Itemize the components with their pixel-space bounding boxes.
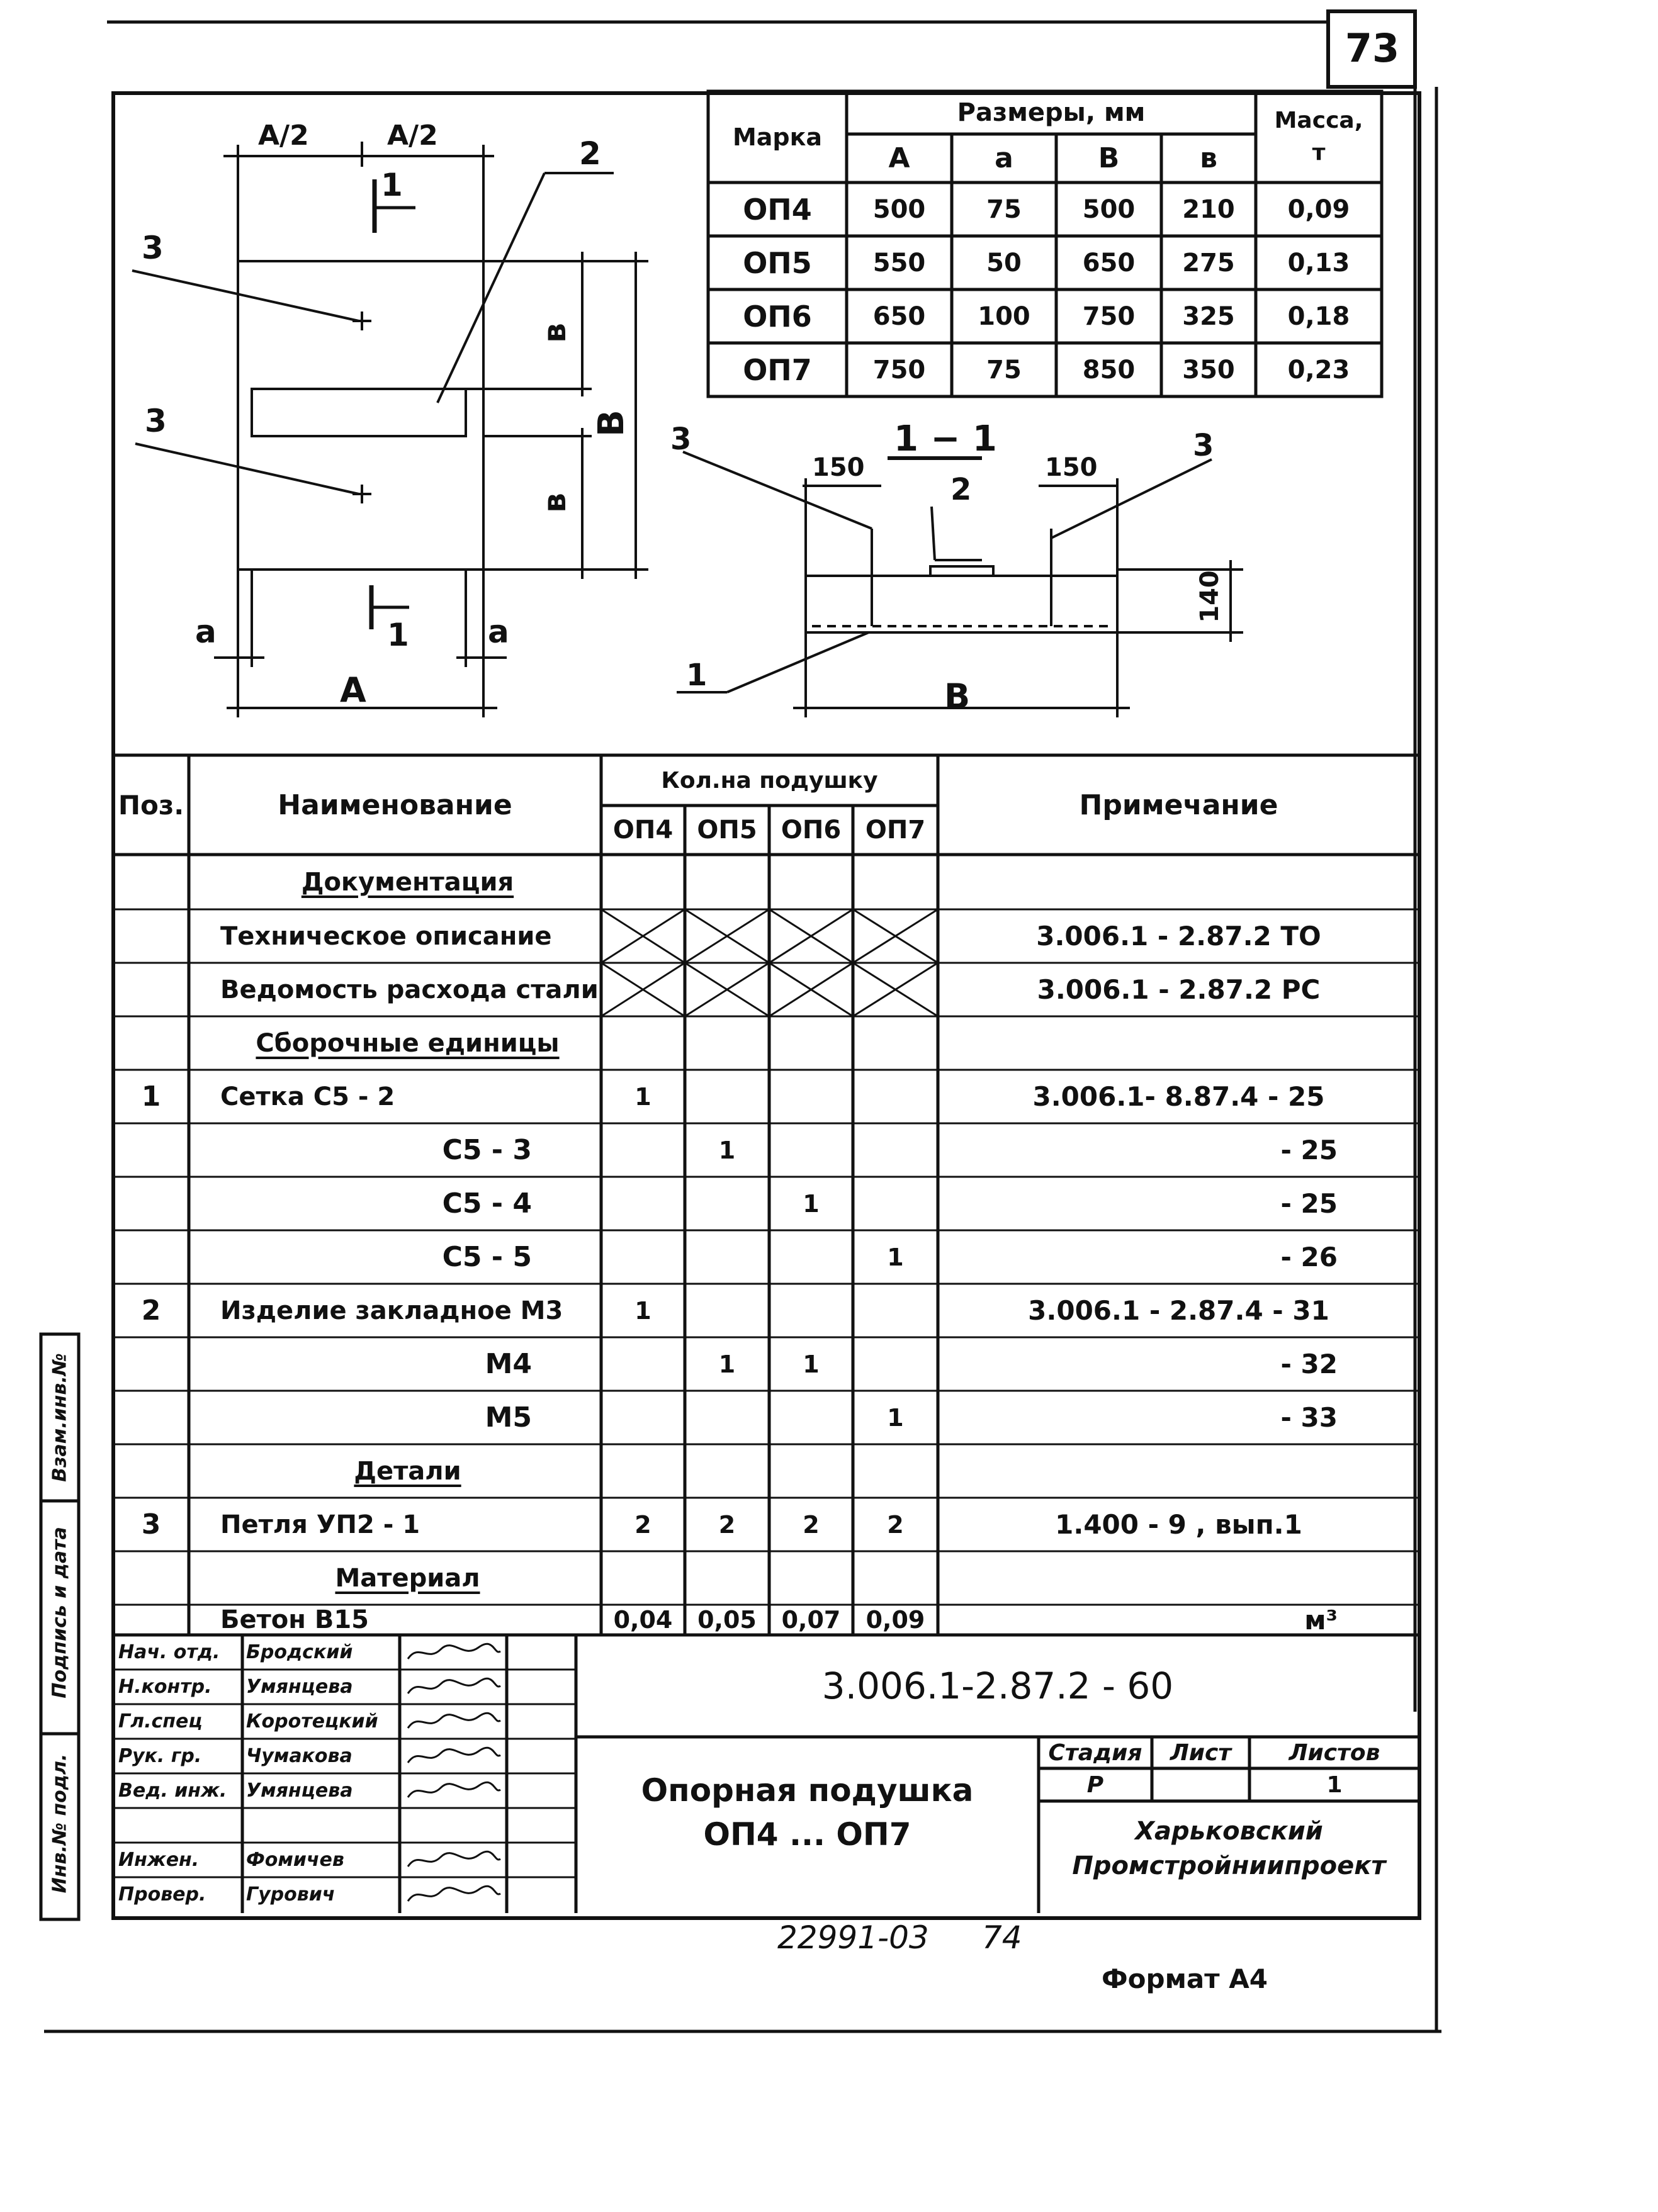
plan-label-pos-2: 2 — [579, 135, 601, 172]
spec-name: Детали — [354, 1456, 461, 1486]
spec-note: 1.400 - 9 , вып.1 — [1055, 1509, 1302, 1540]
spec-note: 3.006.1- 8.87.4 - 25 — [1032, 1081, 1325, 1112]
spec-note — [938, 1016, 1419, 1070]
spec-name: Материал — [335, 1563, 480, 1593]
spec-note — [938, 1551, 1419, 1605]
dim-cell-b: 325 — [1182, 301, 1235, 331]
spec-qty — [769, 1551, 853, 1605]
signature-name: Умянцева — [246, 1676, 353, 1698]
spec-qty — [853, 963, 938, 1016]
dim-sub-a: a — [995, 142, 1013, 174]
plan-label-pos-3a: 3 — [142, 230, 164, 266]
signature-role: Гл.спец — [118, 1710, 203, 1732]
spec-qty — [685, 1551, 769, 1605]
handwritten-signature — [403, 1675, 504, 1699]
handwritten-signature — [403, 1778, 504, 1803]
spec-pos — [113, 1230, 189, 1284]
spec-header-pos: Поз. — [118, 789, 184, 821]
section-label-B: B — [944, 677, 971, 716]
signature-name: Умянцева — [246, 1780, 353, 1802]
spec-note: м³ — [1304, 1604, 1338, 1636]
spec-name: Петля УП2 - 1 — [220, 1510, 420, 1539]
dim-cell-a: 75 — [986, 355, 1022, 385]
spec-qty — [601, 963, 685, 1016]
spec-qty — [769, 909, 853, 963]
spec-qty — [601, 1016, 685, 1070]
dim-header-mass: Масса, т — [1274, 108, 1363, 166]
stage-label: Стадия — [1048, 1739, 1142, 1766]
org-line1: Харьковский — [1135, 1817, 1323, 1846]
spec-note: - 33 — [1280, 1402, 1338, 1433]
spec-qty — [853, 1177, 938, 1230]
spec-qty — [769, 1123, 853, 1177]
dim-cell-mark: ОП4 — [743, 192, 812, 227]
spec-qty — [601, 1177, 685, 1230]
dim-sub-B: B — [1098, 142, 1120, 174]
handwritten-signature — [403, 1744, 504, 1768]
spec-pos — [113, 909, 189, 963]
spec-qty: 1 — [887, 1243, 904, 1271]
side-stamp-inv: Инв.№ подл. — [48, 1753, 71, 1894]
spec-qty — [601, 1551, 685, 1605]
spec-qty — [601, 855, 685, 909]
spec-qty — [769, 855, 853, 909]
spec-qty — [853, 1551, 938, 1605]
spec-note — [938, 1444, 1419, 1498]
spec-qty — [853, 1284, 938, 1337]
spec-qty — [853, 1337, 938, 1391]
org-line2: Промстройниипроект — [1072, 1851, 1386, 1880]
spec-pos: 3 — [141, 1508, 161, 1541]
spec-pos — [113, 1444, 189, 1498]
spec-qty: 0,07 — [781, 1606, 841, 1634]
format-label: Формат А4 — [1102, 1963, 1268, 1994]
signature-role: Н.контр. — [118, 1676, 212, 1698]
spec-qty: 0,04 — [613, 1606, 673, 1634]
dim-cell-mark: ОП7 — [743, 352, 812, 387]
plan-label-A: A — [340, 670, 366, 710]
spec-pos — [113, 855, 189, 909]
section-title: 1 − 1 — [894, 418, 997, 459]
dim-cell-mark: ОП5 — [743, 245, 812, 280]
signature-name — [242, 1808, 400, 1843]
spec-qty — [685, 909, 769, 963]
spec-qty — [601, 1337, 685, 1391]
dim-cell-A: 650 — [872, 301, 926, 331]
section-label-pos-2: 2 — [950, 472, 972, 507]
dim-cell-mass: 0,13 — [1287, 248, 1350, 278]
spec-name: С5 - 3 — [442, 1134, 532, 1166]
dim-header-sizes: Размеры, мм — [957, 98, 1146, 127]
spec-name: С5 - 5 — [442, 1241, 532, 1273]
doc-code: 3.006.1-2.87.2 - 60 — [821, 1665, 1174, 1707]
section-label-pos-1: 1 — [686, 658, 708, 693]
spec-pos — [113, 963, 189, 1016]
spec-note: 3.006.1 - 2.87.2 ТО — [1036, 921, 1321, 952]
section-label-150-right: 150 — [1045, 453, 1098, 482]
spec-qty — [685, 855, 769, 909]
spec-note — [938, 855, 1419, 909]
archive-page-number: 74 — [982, 1919, 1022, 1956]
signature-role: Нач. отд. — [118, 1641, 220, 1663]
spec-pos — [113, 1551, 189, 1605]
spec-qty — [769, 1230, 853, 1284]
spec-pos — [113, 1177, 189, 1230]
spec-name: М4 — [485, 1348, 532, 1380]
spec-name: Изделие закладное М3 — [220, 1296, 563, 1325]
handwritten-signature — [403, 1640, 504, 1665]
dim-sub-A: A — [888, 142, 910, 174]
section-label-150-left: 150 — [812, 453, 865, 482]
spec-qty — [769, 1391, 853, 1444]
spec-qty — [769, 1284, 853, 1337]
plan-label-pos-3b: 3 — [145, 403, 167, 439]
spec-qty — [685, 1230, 769, 1284]
spec-name: С5 - 4 — [442, 1187, 532, 1220]
plan-label-a-half-1: A/2 — [258, 120, 309, 152]
dim-cell-a: 75 — [986, 194, 1022, 224]
spec-qty — [685, 1070, 769, 1123]
spec-header-note: Примечание — [1079, 789, 1278, 821]
spec-note: - 32 — [1280, 1349, 1338, 1379]
doc-title-line2: ОП4 ... ОП7 — [703, 1816, 911, 1853]
plan-label-section-bottom: 1 — [387, 617, 409, 653]
spec-header-op4: ОП4 — [612, 816, 674, 845]
spec-pos — [113, 1337, 189, 1391]
spec-qty — [769, 963, 853, 1016]
spec-pos — [113, 1016, 189, 1070]
spec-qty — [685, 1016, 769, 1070]
spec-qty: 1 — [634, 1082, 651, 1111]
spec-qty — [601, 1391, 685, 1444]
dim-cell-mass: 0,09 — [1287, 194, 1350, 224]
signature-role: Провер. — [118, 1884, 206, 1906]
spec-qty — [601, 1230, 685, 1284]
spec-qty — [769, 1070, 853, 1123]
spec-name: М5 — [485, 1401, 532, 1434]
dim-cell-b: 210 — [1182, 194, 1235, 224]
dim-cell-A: 550 — [872, 248, 926, 278]
signature-name: Чумакова — [246, 1745, 352, 1767]
dim-cell-a: 100 — [978, 301, 1030, 331]
handwritten-signature — [403, 1882, 504, 1907]
spec-qty — [601, 1123, 685, 1177]
spec-qty — [685, 963, 769, 1016]
spec-name: Сборочные единицы — [256, 1028, 560, 1058]
signature-name: Коротецкий — [246, 1710, 378, 1732]
spec-qty — [601, 909, 685, 963]
dim-cell-b: 350 — [1182, 355, 1235, 385]
dim-cell-B: 750 — [1082, 301, 1136, 331]
plan-label-b2: в — [536, 493, 573, 513]
spec-qty — [685, 1444, 769, 1498]
spec-qty: 1 — [887, 1403, 904, 1432]
plan-label-section-top: 1 — [381, 167, 403, 203]
spec-name: Бетон В15 — [220, 1605, 369, 1634]
spec-qty — [853, 909, 938, 963]
spec-qty: 1 — [718, 1350, 736, 1378]
spec-qty — [685, 1391, 769, 1444]
signature-name: Фомичев — [246, 1849, 344, 1871]
spec-qty — [769, 1016, 853, 1070]
spec-qty — [601, 1444, 685, 1498]
signature-role: Инжен. — [118, 1849, 200, 1871]
section-label-140: 140 — [1195, 570, 1224, 623]
dim-cell-A: 500 — [872, 194, 926, 224]
sheet-label: Лист — [1170, 1739, 1232, 1766]
spec-qty: 1 — [718, 1136, 736, 1164]
spec-qty: 2 — [718, 1510, 736, 1539]
spec-qty — [853, 1123, 938, 1177]
spec-qty: 0,09 — [866, 1606, 925, 1634]
dim-cell-mass: 0,23 — [1287, 355, 1350, 385]
spec-name: Ведомость расхода стали — [220, 975, 599, 1004]
plan-label-a-right: a — [488, 614, 509, 650]
side-stamp-signature: Подпись и дата — [48, 1527, 71, 1698]
dim-sub-b: в — [1200, 142, 1217, 174]
dim-cell-b: 275 — [1182, 248, 1235, 278]
spec-header-op7: ОП7 — [865, 816, 926, 845]
spec-qty — [685, 1177, 769, 1230]
signature-name: Бродский — [246, 1641, 353, 1663]
side-stamp-replace: Взам.инв.№ — [48, 1353, 71, 1482]
spec-note: 3.006.1 - 2.87.4 - 31 — [1028, 1295, 1329, 1326]
dim-cell-B: 650 — [1082, 248, 1136, 278]
spec-qty — [853, 855, 938, 909]
spec-qty — [853, 1016, 938, 1070]
spec-pos: 1 — [141, 1081, 161, 1113]
spec-pos — [113, 1605, 189, 1635]
dim-cell-mark: ОП6 — [743, 299, 812, 334]
signature-role: Вед. инж. — [118, 1780, 227, 1802]
plan-label-b1: в — [536, 323, 573, 343]
spec-note: - 25 — [1280, 1135, 1338, 1165]
plan-label-a-half-2: A/2 — [387, 120, 438, 152]
signature-role: Рук. гр. — [118, 1745, 202, 1767]
spec-qty — [685, 1284, 769, 1337]
dim-cell-B: 850 — [1082, 355, 1136, 385]
archive-number: 22991-03 — [777, 1919, 929, 1956]
spec-qty: 2 — [803, 1510, 820, 1539]
section-label-pos-3-right: 3 — [1193, 428, 1214, 463]
spec-qty — [853, 1070, 938, 1123]
signature-role — [115, 1808, 242, 1843]
spec-header-name: Наименование — [278, 789, 512, 821]
spec-qty: 0,05 — [697, 1606, 757, 1634]
stage-value: Р — [1086, 1771, 1104, 1798]
spec-pos — [113, 1391, 189, 1444]
spec-name: Сетка С5 - 2 — [220, 1082, 395, 1111]
handwritten-signature — [403, 1709, 504, 1734]
spec-name: Техническое описание — [220, 921, 552, 951]
sheets-value: 1 — [1326, 1771, 1343, 1798]
sheet-value — [1152, 1768, 1249, 1801]
spec-qty — [853, 1444, 938, 1498]
spec-qty: 2 — [887, 1510, 904, 1539]
dim-cell-B: 500 — [1082, 194, 1136, 224]
handwritten-signature — [403, 1848, 504, 1872]
dim-header-mark: Марка — [732, 123, 823, 151]
spec-name: Документация — [301, 867, 514, 897]
spec-qty: 1 — [803, 1350, 820, 1378]
spec-qty: 1 — [634, 1296, 651, 1325]
spec-pos: 2 — [141, 1294, 161, 1327]
spec-header-qty: Кол.на подушку — [661, 767, 878, 794]
dim-cell-mass: 0,18 — [1287, 301, 1350, 331]
sheets-label: Листов — [1289, 1739, 1380, 1766]
plan-label-B: B — [590, 410, 632, 437]
sheet-number: 73 — [1345, 25, 1400, 71]
plan-label-a-left: a — [195, 614, 217, 650]
spec-qty — [769, 1444, 853, 1498]
dim-cell-A: 750 — [872, 355, 926, 385]
spec-header-op5: ОП5 — [697, 816, 757, 845]
spec-qty: 1 — [803, 1189, 820, 1218]
dim-cell-a: 50 — [986, 248, 1022, 278]
spec-header-op6: ОП6 — [781, 816, 842, 845]
section-label-pos-3-left: 3 — [670, 422, 692, 457]
signature-name: Гурович — [246, 1884, 336, 1906]
spec-qty: 2 — [634, 1510, 651, 1539]
spec-note: 3.006.1 - 2.87.2 РС — [1037, 974, 1321, 1005]
doc-title-line1: Опорная подушка — [641, 1772, 974, 1809]
spec-note: - 25 — [1280, 1188, 1338, 1219]
spec-pos — [113, 1123, 189, 1177]
spec-note: - 26 — [1280, 1242, 1338, 1272]
